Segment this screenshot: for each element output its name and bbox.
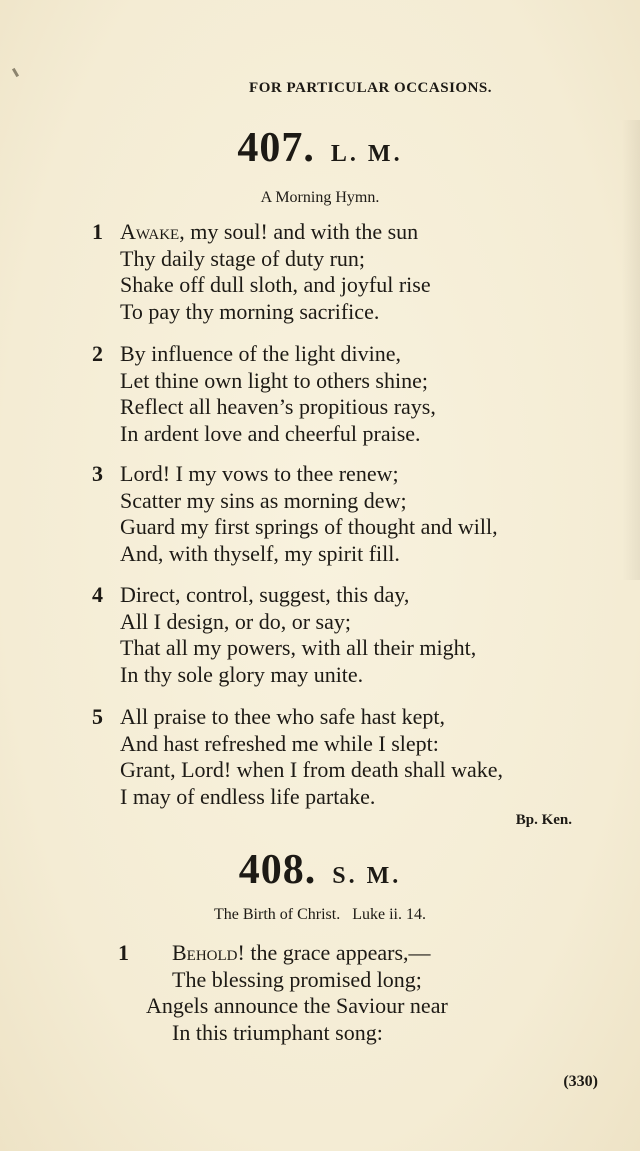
- verse-line: [0, 246, 640, 273]
- verse-text: And hast refreshed me while I slept:: [120, 730, 439, 756]
- hymn-407-subtitle: A Morning Hymn.: [260, 189, 380, 206]
- verse-text: By influence of the light divine,: [120, 341, 402, 366]
- hymn-408-subtitle: The Birth of Christ. Luke ii. 14.: [214, 906, 426, 923]
- verse-text: Reflect all heaven’s propitious rays,: [120, 394, 436, 420]
- verse-text: I may of endless life partake.: [120, 784, 376, 810]
- hymn-407-stanza-2: [0, 341, 640, 448]
- verse-text: Lord! I my vows to thee renew;: [120, 461, 399, 486]
- stanza-number: 2: [92, 341, 103, 366]
- verse-line: [0, 1020, 640, 1047]
- hymn-408-stanza-1: [0, 940, 640, 1047]
- hymn-meter: S. M.: [332, 863, 402, 889]
- verse-line: [0, 662, 640, 689]
- running-head: FOR PARTICULAR OCCASIONS.: [249, 80, 492, 96]
- verse-text: In this triumphant song:: [172, 1020, 383, 1046]
- verse-line: [0, 421, 640, 448]
- verse-text: In ardent love and cheerful praise.: [120, 421, 421, 447]
- stanza-number: 1: [118, 940, 129, 965]
- verse-line: [0, 704, 640, 731]
- verse-line: [0, 967, 640, 994]
- hymn-407-heading: [0, 124, 640, 172]
- initial-word: Awake,: [120, 219, 185, 244]
- stanza-number: 5: [92, 704, 103, 729]
- hymn-407-stanza-1: [0, 219, 640, 326]
- verse-line: [0, 219, 640, 246]
- hymn-number: 408.: [238, 847, 317, 893]
- verse-text: Grant, Lord! when I from death shall wake,: [120, 757, 504, 783]
- verse-text: my soul! and with the sun: [184, 219, 419, 244]
- verse-line: [0, 514, 640, 541]
- verse-line: [0, 541, 640, 568]
- verse-line: [0, 394, 640, 421]
- hymn-meter: L. M.: [330, 141, 403, 167]
- hymn-407-stanza-5: [0, 704, 640, 811]
- verse-text: All praise to thee who safe hast kept,: [120, 704, 446, 729]
- page-number: (330): [563, 1073, 598, 1090]
- verse-line: [0, 731, 640, 758]
- hymn-407-stanza-3: [0, 461, 640, 568]
- hymn-408-heading: [0, 846, 640, 894]
- stanza-number: 1: [92, 219, 103, 244]
- verse-line: [0, 940, 640, 967]
- verse-line: [0, 461, 640, 488]
- verse-text: the grace appears,—: [244, 940, 431, 965]
- hymn-407-attribution: Bp. Ken.: [515, 812, 572, 828]
- stanza-number: 4: [92, 582, 103, 607]
- verse-text: Scatter my sins as morning dew;: [120, 487, 407, 513]
- verse-text: In thy sole glory may unite.: [120, 662, 364, 688]
- print-speck: [12, 68, 19, 77]
- verse-line: [0, 488, 640, 515]
- verse-line: [0, 299, 640, 326]
- verse-line: [0, 272, 640, 299]
- verse-line: [0, 341, 640, 368]
- verse-text: Guard my first springs of thought and will,: [120, 514, 498, 540]
- verse-text: Angels announce the Saviour near: [146, 993, 448, 1019]
- verse-text: To pay thy morning sacrifice.: [120, 299, 380, 325]
- verse-text: Thy daily stage of duty run;: [120, 245, 366, 271]
- verse-text: All I design, or do, or say;: [120, 608, 351, 634]
- verse-text: That all my powers, with all their might,: [120, 635, 477, 661]
- verse-line: [0, 609, 640, 636]
- stanza-number: 3: [92, 461, 103, 486]
- verse-text: And, with thyself, my spirit fill.: [120, 541, 400, 567]
- verse-line: [0, 635, 640, 662]
- verse-line: [0, 993, 640, 1020]
- verse-text: Shake off dull sloth, and joyful rise: [120, 272, 431, 298]
- verse-line: [0, 582, 640, 609]
- verse-text: Direct, control, suggest, this day,: [120, 582, 410, 607]
- verse-line: [0, 784, 640, 811]
- initial-word: Behold!: [172, 940, 245, 965]
- verse-text: The blessing promised long;: [172, 966, 422, 992]
- hymn-number: 407.: [237, 125, 315, 171]
- verse-text: Let thine own light to others shine;: [120, 367, 428, 393]
- verse-line: [0, 757, 640, 784]
- verse-line: [0, 368, 640, 395]
- hymn-407-stanza-4: [0, 582, 640, 689]
